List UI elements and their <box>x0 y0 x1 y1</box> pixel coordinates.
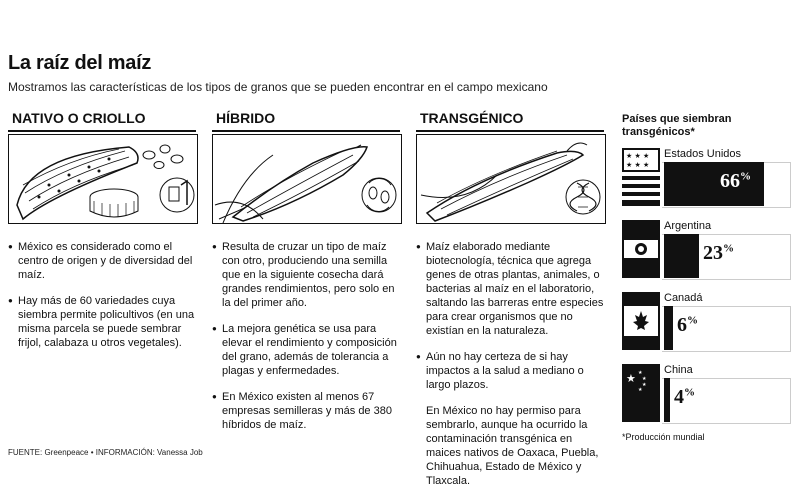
column-heading-hibrido: HÍBRIDO <box>216 110 276 126</box>
country-bar <box>664 306 673 350</box>
column-paragraph: ● Maíz elaborado mediante biotecnología, técnica que agrega genes de otras plantas, animales, o bacterias al maíz en el laboratorio, saltando las barreras entre especies para crear organismos que no existían en la naturaleza. <box>416 240 606 338</box>
column-paragraph: ● Resulta de cruzar un tipo de maíz con otro, produciendo una semilla que en la siguiente cosecha dará grandes rendimientos, pero solo en la del primer año. <box>212 240 400 310</box>
svg-text:★ ★ ★: ★ ★ ★ <box>626 152 650 160</box>
column-paragraph: En México no hay permiso para sembrarlo, aunque ha ocurrido la contaminación transgénica en maices nativos de Oaxaca, Puebla, Chihuahua, Estado de México y Tlaxcala. <box>426 405 599 487</box>
corn-slice-icon <box>90 189 138 217</box>
column-text-hibrido <box>212 240 400 444</box>
svg-text:★: ★ <box>642 376 647 382</box>
corn-ear-with-husk-icon <box>421 143 587 221</box>
svg-text:★: ★ <box>642 382 647 388</box>
sidebar-footnote: *Producción mundial <box>622 432 705 442</box>
svg-text:★: ★ <box>638 370 643 376</box>
country-percent: 23% <box>703 242 734 264</box>
column-paragraph: ● En México existen al menos 67 empresas semilleras y más de 380 híbridos de maíz. <box>212 390 400 432</box>
svg-text:★ ★ ★: ★ ★ ★ <box>626 161 650 169</box>
canada-flag-icon <box>622 292 660 350</box>
argentina-flag-icon <box>622 220 660 278</box>
corn-ear-with-husk-icon <box>215 145 367 223</box>
country-bar <box>664 378 670 422</box>
column-heading-nativo: NATIVO O CRIOLLO <box>12 110 146 126</box>
page-subtitle: Mostramos las características de los tipos de granos que se pueden encontrar en el campo mexicano <box>8 80 548 94</box>
country-row-china <box>622 364 792 422</box>
country-name: Canadá <box>664 292 703 304</box>
column-paragraph: ● Hay más de 60 variedades cuya siembra permite policultivos (en una misma parcela se puede sembrar frijol, calabaza u otros vegetales). <box>8 294 196 350</box>
country-percent: 66% <box>720 170 751 192</box>
page-title: La raíz del maíz <box>8 52 152 74</box>
column-rule <box>212 130 400 132</box>
column-paragraph: ● México es considerado como el centro de origen y de diversidad del maíz. <box>8 240 196 282</box>
column-heading-transgenico: TRANSGÉNICO <box>420 110 524 126</box>
country-percent: 6% <box>677 314 698 336</box>
column-text-nativo <box>8 240 196 362</box>
column-text-transgenico <box>416 240 606 500</box>
transgenic-corn-illustration <box>416 134 606 224</box>
country-bar <box>664 234 699 278</box>
dna-icon <box>566 180 600 214</box>
country-row-canada <box>622 292 792 350</box>
usa-flag-icon <box>622 148 660 206</box>
svg-text:★: ★ <box>638 387 643 393</box>
svg-text:★: ★ <box>626 372 636 385</box>
country-name: China <box>664 364 693 376</box>
china-flag-icon <box>622 364 660 422</box>
hybrid-corn-illustration <box>212 134 402 224</box>
corn-kernels-icon <box>143 145 183 169</box>
column-rule <box>8 130 196 132</box>
sidebar-title: Países que siembran transgénicos* <box>622 113 732 138</box>
country-name: Estados Unidos <box>664 148 742 160</box>
column-paragraph: ● Aún no hay certeza de si hay impactos a la salud a mediano o largo plazos. <box>416 350 606 392</box>
country-row-argentina <box>622 220 792 278</box>
column-rule <box>416 130 604 132</box>
country-percent: 4% <box>674 386 695 408</box>
column-paragraph: ● La mejora genética se usa para elevar el rendimiento y composición del grano, además de tolerancia a plagas y enfermedades. <box>212 322 400 378</box>
native-corn-illustration <box>8 134 198 224</box>
crossbreed-icon <box>362 178 396 212</box>
country-row-usa <box>622 148 792 206</box>
seed-tools-icon <box>160 178 194 212</box>
country-name: Argentina <box>664 220 712 232</box>
source-credit: FUENTE: Greenpeace • INFORMACIÓN: Vanessa Job <box>8 448 203 457</box>
